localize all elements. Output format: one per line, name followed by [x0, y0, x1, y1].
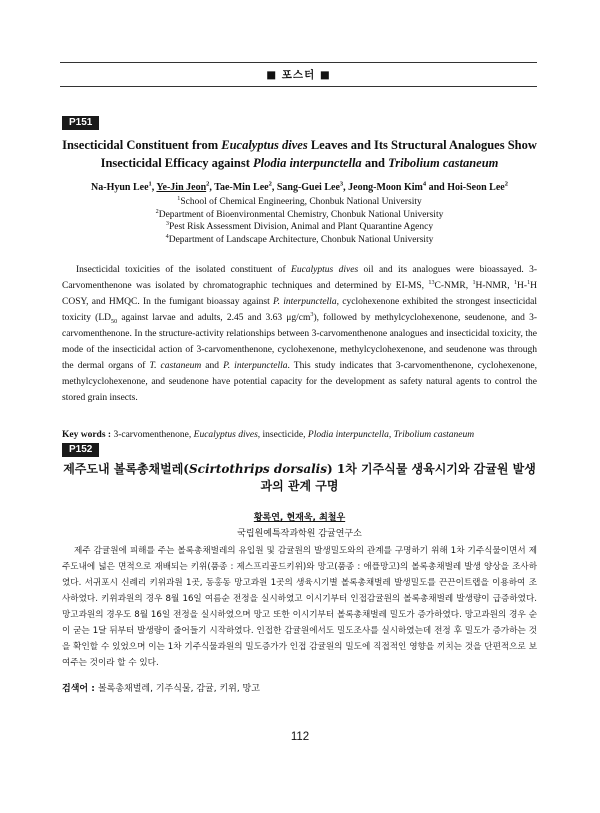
poster1-authors: Na-Hyun Lee$^1$, Ye-Jin Jeon$^2$, Tae-Min Lee$^2$, Sang-Guei Lee$^3$, Jeong-Moon Kim$^4$ and Hoi-Seon Lee$^2$ [91, 180, 508, 193]
author: Hoi-Seon Lee [447, 182, 505, 193]
poster2-title: 제주도내 볼록총채벌레(Scirtothrips dorsalis) 1차 기주식물 생육시기와 감귤원 발생과의 관계 구명 [63, 462, 536, 493]
poster-code-p151: P151 [62, 116, 99, 130]
poster-code-p152: P152 [62, 443, 99, 457]
affiliation-line: $^4$Department of Landscape Architecture, Chonbuk National University [165, 233, 434, 245]
keywords-label: 검색어 : [62, 684, 98, 694]
poster2-authors: 황록연, 현재욱, 최철우 [253, 513, 346, 523]
author: Na-Hyun Lee [91, 182, 149, 193]
author: Jeong-Moon Kim [348, 182, 423, 193]
poster2-abstract: 제주 감귤원에 피해를 주는 볼록총채벌레의 유입원 및 감귤원의 발생밀도와의 관계를 구명하기 위해 1차 기주식물이면서 제주도내에 넓은 면적으로 재배되는 키위(품종 : 제스프리골드키위)와 망고(품종 : 애플망고)의 볼록총채벌레 발생 양상을 조사하였다. 서귀포시 신례리 키위과원 1곳, 동홍동 망고과원 1곳의 생육시기별 볼록총채벌레 발생밀도를 끈끈이트랩을 이용하여 조사하였다. 키위과원의 경우 8월 16일 여름순 전정을 실시하였고 이시기부터 인접감귤원의 볼록총채벌레 발생량이 급증하였다. 망고과원의 경우도 8월 16일 전정을 실시하였으며 망고 또한 이시기부터 볼록총채벌레 밀도가 증가하였다. 망고과원의 경우 순이 굳는 1달 뒤부터 발생량이 줄어들기 시작하였다. 인접한 감귤원에서도 밀도조사를 실시하였는데 전정 후 밀도가 증가하는 것을 확인할 수 있었으며 이는 1차 기주식물과원의 밀도증가가 인접 감귤원의 밀도에 직접적인 영향을 끼치는 것을 단편적으로 보여주는 것이라 할 수 있다. [62, 546, 537, 668]
poster1-keywords: Key words : 3-carvomenthenone, Eucalyptus dives, insecticide, Plodia interpunctella, Tribolium castaneum [62, 430, 475, 440]
header-bottom-rule [60, 86, 537, 87]
poster1-abstract: Insecticidal toxicities of the isolated constituent of Eucalyptus dives oil and its analogues were bioassayed. 3-Carvomenthenone was isolated by chromatographic techniques and determined by EI-MS, $^{13}$C-NMR, $^1$H-NMR, $^1$H-$^1$H COSY, and HMQC. In the fumigant bioassay against P. interpunctella, cyclohexenone exhibited the strongest insecticidal toxicity ($LD_{50}$ against larvae and adults, 2.45 and 3.63 $\mu g/cm^3$), followed by methylcyclohexenone, seudenone, and 3-carvomenthenone. In the structure-activity relationships between 3-carvomenthenone analogues and insecticidal toxicity, the mode of the insecticidal action of 3-carvomenthenone, cyclohexenone, methylcyclohexenone, and seudenone was through the dermal organs of T. castaneum and P. interpunctella. This study indicates that 3-carvomenthenone, cyclohexenone, methylcyclohexenone, and seudenone have potential capacity for the development as safety natural agents to control the stored grain insects. [62, 265, 538, 403]
poster1-affiliations [62, 196, 537, 246]
author: Tae-Min Lee [214, 182, 269, 193]
poster2-affiliation: 국립원예특작과학원 감귤연구소 [237, 529, 362, 539]
affiliation-line: $^3$Pest Risk Assessment Division, Animal and Plant Quarantine Agency [165, 220, 434, 232]
author: Sang-Guei Lee [276, 182, 340, 193]
poster1-title: Insecticidal Constituent from Eucalyptus dives Leaves and Its Structural Analogues Show Insecticidal Efficacy against Plodia interpunctella and Tribolium castaneum [62, 138, 537, 170]
affiliation-line: $^1$School of Chemical Engineering, Chonbuk National University [177, 195, 422, 207]
section-header: ■ 포스터 ■ [266, 68, 331, 81]
poster2-keywords: 검색어 : 볼록총채벌레, 기주식물, 감귤, 키위, 망고 [62, 684, 260, 694]
author-presenting: Ye-Jin Jeon [156, 182, 207, 193]
affiliation-line: $^2$Department of Bioenvironmental Chemistry, Chonbuk National University [155, 208, 444, 220]
page-number: 112 [290, 731, 310, 743]
keywords-label: Key words : [62, 430, 114, 440]
